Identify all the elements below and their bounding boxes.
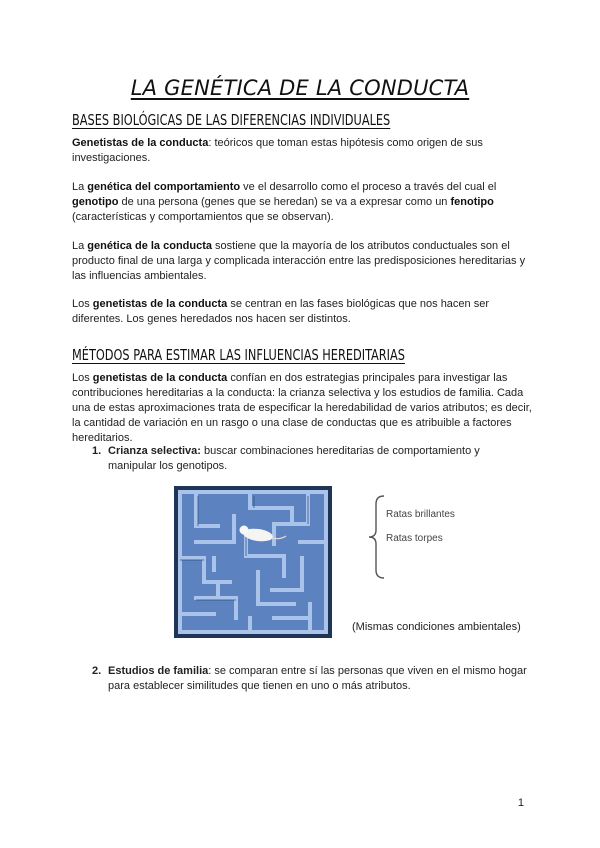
bold-term: genetistas de la conducta	[92, 372, 228, 384]
paragraph-genetistas: Genetistas de la conducta: teóricos que toman estas hipótesis como origen de sus investigaciones.	[72, 137, 483, 164]
paragraph-genetica-conducta: La genética de la conducta sostiene que la mayoría de los atributos conductuales son el producto final de una larga y complicada interacción entre las predisposiciones hereditarias y las influencias ambientales.	[72, 240, 526, 282]
bold-term: fenotipo	[450, 196, 494, 208]
paragraph-estrategias: Los genetistas de la conducta confían en dos estrategias principales para investigar las contribuciones hereditarias a la conducta: la crianza selectiva y los estudios de familia. Cada una de estas aproximaciones trata de especificar la heredabilidad de varios atributos; es decir, la cantidad de variación en un rasgo o una clase de conductas que es atribuible a factores hereditarios.	[72, 372, 532, 444]
list-number: 2.	[92, 665, 102, 677]
bold-term: Genetistas de la conducta	[72, 137, 209, 149]
bold-term: Crianza selectiva:	[108, 445, 201, 457]
document-title: LA GENÉTICA DE LA CONDUCTA	[130, 76, 470, 100]
bold-term: genética del comportamiento	[87, 181, 241, 193]
figure-caption: (Mismas condiciones ambientales)	[352, 621, 521, 633]
bold-term: genetistas de la conducta	[92, 298, 228, 310]
paragraph-genetica-comportamiento: La genética del comportamiento ve el desarrollo como el proceso a través del cual el genotipo de una persona (genes que se heredan) se va a expresar como un fenotipo (características y comportamientos que se observan).	[72, 181, 497, 223]
document-page: LA GENÉTICA DE LA CONDUCTA BASES BIOLÓGICAS DE LAS DIFERENCIAS INDIVIDUALES Genetistas de la conducta: teóricos que toman estas hipótesis como origen de sus investigaciones. La genética del comportamiento ve el desarrollo como el proceso a través del cual el genotipo de una persona (genes que se heredan) se va a expresar como un fenotipo (características y comportamientos que se observan). La genética de la conducta sostiene que la mayoría de los atributos conductuales son el producto final de una larga y complicada interacción entre las predisposiciones hereditarias y las influencias ambientales. Los genetistas de la conducta se centran en las fases biológicas que nos hacen ser diferentes. Los genes heredados nos hacen ser distintos. MÉTODOS PARA ESTIMAR LAS INFLUENCIAS HEREDITARIAS Los genetistas de la conducta confían en dos estrategias principales para investigar las contribuciones hereditarias a la conducta: la crianza selectiva y los estudios de familia. Cada una de estas aproximaciones trata de especificar la heredabilidad de varios atributos; es decir, la cantidad de variación en un rasgo o una clase de conductas que es atribuible a factores hereditarios. 1. Crianza selectiva: buscar combinaciones hereditarias de comportamiento y manipular los genotipos. Ratas brillantes Ratas torpes (Mismas condiciones ambientales) 2. Estudios de familia: se comparan entre sí las personas que viven en el mismo hogar para establecer similitudes que tienen en uno o más atributos. 1	[0, 0, 600, 848]
section-heading-bases: BASES BIOLÓGICAS DE LAS DIFERENCIAS INDIVIDUALES	[72, 111, 391, 129]
curly-brace-icon	[366, 494, 388, 580]
bold-term: Estudios de familia	[108, 665, 209, 677]
bold-term: genética de la conducta	[87, 240, 212, 252]
page-number: 1	[517, 797, 524, 809]
list-number: 1.	[92, 445, 102, 457]
section-heading-metodos: MÉTODOS PARA ESTIMAR LAS INFLUENCIAS HEREDITARIAS	[72, 346, 405, 364]
label-ratas-brillantes: Ratas brillantes	[386, 509, 455, 520]
maze-rat-image	[174, 486, 332, 638]
bold-term: genotipo	[72, 196, 119, 208]
paragraph-fases-biologicas: Los genetistas de la conducta se centran en las fases biológicas que nos hacen ser diferentes. Los genes heredados nos hacen ser distintos.	[72, 298, 489, 325]
label-ratas-torpes: Ratas torpes	[386, 533, 443, 544]
